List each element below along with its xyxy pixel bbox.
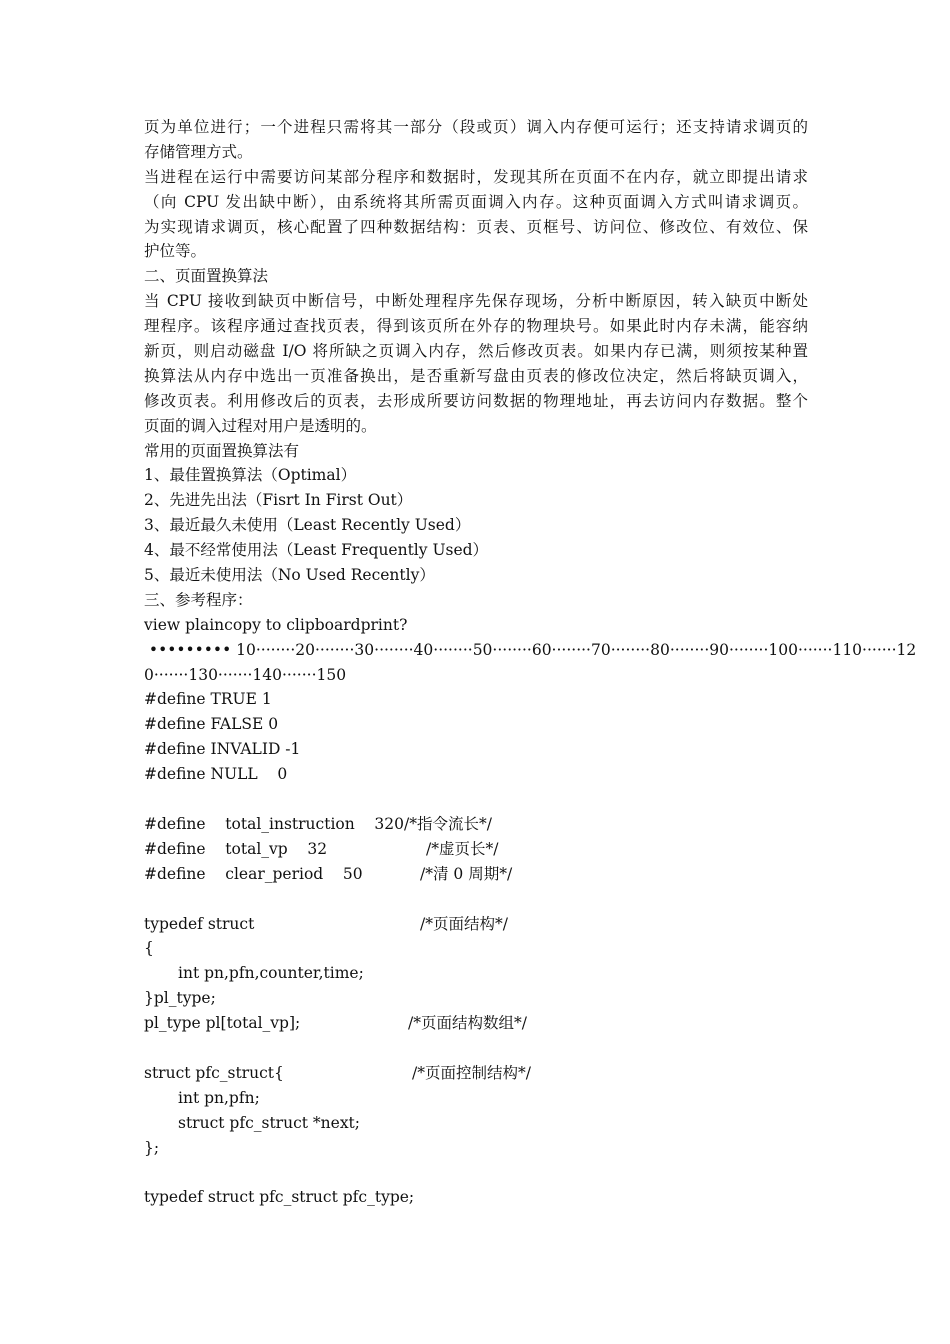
code-text: typedef struct xyxy=(144,914,255,933)
code-comment: /*页面控制结构*/ xyxy=(412,1063,531,1082)
code-text: typedef struct pfc_struct pfc_type; xyxy=(144,1188,415,1207)
code-comment: /*清 0 周期*/ xyxy=(420,864,513,883)
code-line xyxy=(144,762,808,787)
paragraph-line: 新页，则启动磁盘 I/O 将所缺之页调入内存，然后修改页表。如果内存已满，则须按某种置 xyxy=(144,342,808,361)
code-text: #define clear_period 50 xyxy=(144,864,363,883)
paragraph-line: 页面的调入过程对用户是透明的。 xyxy=(144,416,377,435)
list-item: 5、最近未使用法（No Used Recently） xyxy=(144,566,435,585)
code-text: #define TRUE 1 xyxy=(144,690,272,709)
code-text: #define total_instruction 320 xyxy=(144,814,405,833)
code-text: }; xyxy=(144,1138,160,1157)
paragraph-line: 常用的页面置换算法有 xyxy=(144,441,300,460)
paragraph-line: 当 CPU 接收到缺页中断信号，中断处理程序先保存现场，分析中断原因，转入缺页中断处 xyxy=(144,292,808,311)
code-line xyxy=(144,1136,808,1161)
code-comment: /*虚页长*/ xyxy=(426,839,499,858)
code-line xyxy=(144,936,808,961)
code-line xyxy=(144,986,808,1011)
code-ruler: 0·······130·······140·······150 xyxy=(144,665,347,684)
code-comment: /*指令流长*/ xyxy=(404,814,492,833)
code-block xyxy=(144,687,808,1210)
code-text: #define FALSE 0 xyxy=(144,715,279,734)
paragraph-line: 修改页表。利用修改后的页表，去形成所要访问数据的物理地址，再去访问内存数据。整个 xyxy=(144,391,808,410)
code-line xyxy=(144,687,808,712)
list-item: 3、最近最久未使用（Least Recently Used） xyxy=(144,516,471,535)
blank-line xyxy=(144,1036,808,1061)
code-ruler: ••••••••• 10········20········30········40········50········60········70········80········90········100·······110·······12 xyxy=(144,640,917,659)
body-text xyxy=(144,115,917,687)
code-toolbar-text: view plaincopy to clipboardprint? xyxy=(144,615,408,634)
code-line xyxy=(144,737,808,762)
code-text: }pl_type; xyxy=(144,989,216,1008)
code-line xyxy=(144,961,808,986)
code-text: pl_type pl[total_vp]; xyxy=(144,1014,301,1033)
paragraph-line: 为实现请求调页，核心配置了四种数据结构：页表、页框号、访问位、修改位、有效位、保 xyxy=(144,217,808,236)
code-line xyxy=(144,912,808,937)
code-line xyxy=(144,862,808,887)
code-text: int pn,pfn,counter,time; xyxy=(178,964,364,983)
code-line xyxy=(144,1111,808,1136)
code-line xyxy=(144,837,808,862)
code-comment: /*页面结构*/ xyxy=(420,914,508,933)
section-heading: 三、参考程序： xyxy=(144,590,253,609)
paragraph-line: 页为单位进行；一个进程只需将其一部分（段或页）调入内存便可运行；还支持请求调页的 xyxy=(144,118,808,136)
list-item: 1、最佳置换算法（Optimal） xyxy=(144,466,357,485)
code-line xyxy=(144,812,808,837)
code-line xyxy=(144,1011,808,1036)
code-line xyxy=(144,1185,808,1210)
section-heading: 二、页面置换算法 xyxy=(144,267,269,286)
code-text: struct pfc_struct *next; xyxy=(178,1113,361,1132)
paragraph-line: 护位等。 xyxy=(144,242,207,261)
list-item: 4、最不经常使用法（Least Frequently Used） xyxy=(144,541,489,560)
blank-line xyxy=(144,1160,808,1185)
paragraph-line: 存储管理方式。 xyxy=(144,142,253,161)
code-line xyxy=(144,1086,808,1111)
paragraph-line: 当进程在运行中需要访问某部分程序和数据时，发现其所在页面不在内存，就立即提出请求 xyxy=(144,167,808,186)
code-text: int pn,pfn; xyxy=(178,1088,260,1107)
code-text: #define NULL 0 xyxy=(144,765,288,784)
paragraph-line: （向 CPU 发出缺中断），由系统将其所需页面调入内存。这种页面调入方式叫请求调页。 xyxy=(144,192,808,211)
code-comment: /*页面结构数组*/ xyxy=(408,1014,527,1033)
blank-line xyxy=(144,887,808,912)
code-text: { xyxy=(144,939,154,958)
paragraph-line: 理程序。该程序通过查找页表，得到该页所在外存的物理块号。如果此时内存未满，能容纳 xyxy=(144,317,808,336)
code-line xyxy=(144,1061,808,1086)
list-item: 2、先进先出法（Fisrt In First Out） xyxy=(144,491,413,510)
code-text: #define total_vp 32 xyxy=(144,839,328,858)
code-line xyxy=(144,712,808,737)
code-text: #define INVALID -1 xyxy=(144,740,301,759)
blank-line xyxy=(144,787,808,812)
paragraph-line: 换算法从内存中选出一页准备换出，是否重新写盘由页表的修改位决定，然后将缺页调入， xyxy=(144,366,808,385)
code-text: struct pfc_struct{ xyxy=(144,1063,284,1082)
